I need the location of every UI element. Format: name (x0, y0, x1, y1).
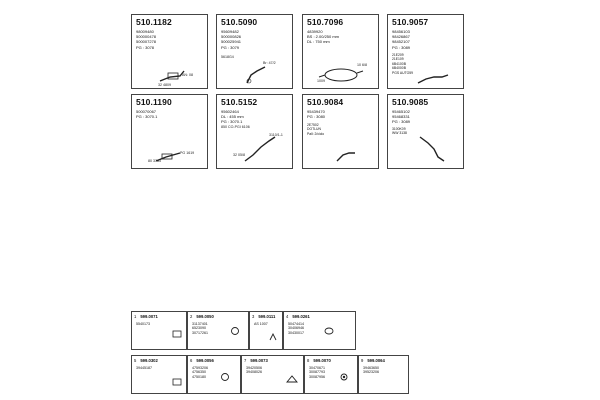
part-number: 510.9084 (307, 97, 344, 107)
accessory-code: 599.0050 (196, 314, 214, 319)
part-notes: 2E7502 DOTLUN Pall: 2/ciclo (307, 123, 325, 136)
clamp-icon (172, 330, 182, 338)
accessory-code: 599.0071 (140, 314, 158, 319)
part-notes: 21E209 21E109 6B4100B 6B4000B PGS AUTO59 (392, 53, 414, 75)
clamp-icon (286, 374, 298, 384)
muffler-drawing (303, 15, 380, 90)
part-notes: 3100K09 WW 3138 (392, 127, 407, 136)
exhaust-pipe-drawing (388, 15, 465, 90)
accessory-card: 4 599.0261 50474414 30406946 30430017 (283, 311, 356, 350)
accessory-code: 599.0056 (196, 358, 214, 363)
accessory-card: 6 599.0056 47593206 4756350 4750180 (187, 355, 241, 394)
part-details: 95609482 500000826 500025941 PG : 3079 (221, 29, 242, 50)
accessory-code: 599.0111 (258, 314, 276, 319)
accessory-code: 599.0073 (250, 358, 268, 363)
part-number: 510.5090 (221, 17, 258, 27)
accessory-card: 1 599.0071 5540173 (131, 311, 187, 350)
accessory-code: 599.0261 (292, 314, 310, 319)
accessory-card: 5 599.0302 39445187 (131, 355, 187, 394)
part-details: 4839920 BS : 2.00/250 mm DL : 750 mm (307, 29, 340, 45)
exhaust-pipe-drawing (132, 95, 209, 170)
part-card: 510.7096 4839920 BS : 2.00/250 mm DL : 750 mm 1009 10 6/8 (302, 14, 379, 89)
part-card (387, 14, 464, 89)
accessory-code: 599.0064 (367, 358, 385, 363)
part-details: 98009480 500000478 500007278 PG : 3078 (136, 29, 157, 50)
exhaust-pipe-drawing (132, 15, 209, 90)
accessory-card: 2 599.0050 31137401 6523090 30717261 (187, 311, 249, 350)
part-card: 510.1182 98009480 500000478 500007278 PG : 3078 AN: 08 32 4809 (131, 14, 208, 89)
part-card: 510.1190 500070067 PG : 3070.1 PG 1619 80 3763 (131, 94, 208, 169)
part-details: 98456103 98426867 98452107 PG : 3089 (392, 29, 411, 50)
part-number: 510.1190 (136, 97, 172, 107)
accessory-card: 9 599.0064 39463650 39523206 (358, 355, 409, 394)
part-details: 95465102 95468331 PG : 3089 (392, 109, 411, 125)
accessory-card: 3 599.0111 AS 1007 (249, 311, 283, 350)
part-details: 95602464 DL : 455 mm PG : 3070.1 (221, 109, 244, 125)
accessory-card: 8 599.0070 30470671 30087793 30087956 (304, 355, 358, 394)
part-card (387, 94, 464, 169)
part-number: 510.7096 (307, 17, 344, 27)
accessory-code: 599.0070 (313, 358, 331, 363)
part-card (302, 94, 379, 169)
exhaust-pipe-drawing (388, 95, 465, 170)
part-card: 510.5152 95602464 DL : 455 mm PG : 3070.1 850 CO-PGI 6106 3110/1-1 32 05/8 (216, 94, 293, 169)
hanger-icon (268, 332, 278, 342)
exhaust-pipe-drawing (217, 15, 294, 90)
part-details: 95439470 PG : 3080 (307, 109, 326, 120)
part-card: 510.5090 95609482 500000826 500025941 PG : 3079 5618G4 Br: 47/2 (216, 14, 293, 89)
gasket-icon (220, 372, 230, 382)
part-details: 500070067 PG : 3070.1 (136, 109, 158, 120)
accessory-code: 599.0302 (140, 358, 158, 363)
clamp-icon (339, 372, 349, 382)
part-number: 510.9085 (392, 97, 429, 107)
part-number: 510.9057 (392, 17, 429, 27)
part-number: 510.1182 (136, 17, 172, 27)
exhaust-pipe-drawing (303, 95, 380, 170)
clamp-icon (172, 378, 182, 386)
accessory-card: 7 599.0073 39420506 39408026 (241, 355, 304, 394)
clamp-icon (230, 326, 240, 336)
part-number: 510.5152 (221, 97, 258, 107)
hanger-icon (324, 326, 334, 336)
